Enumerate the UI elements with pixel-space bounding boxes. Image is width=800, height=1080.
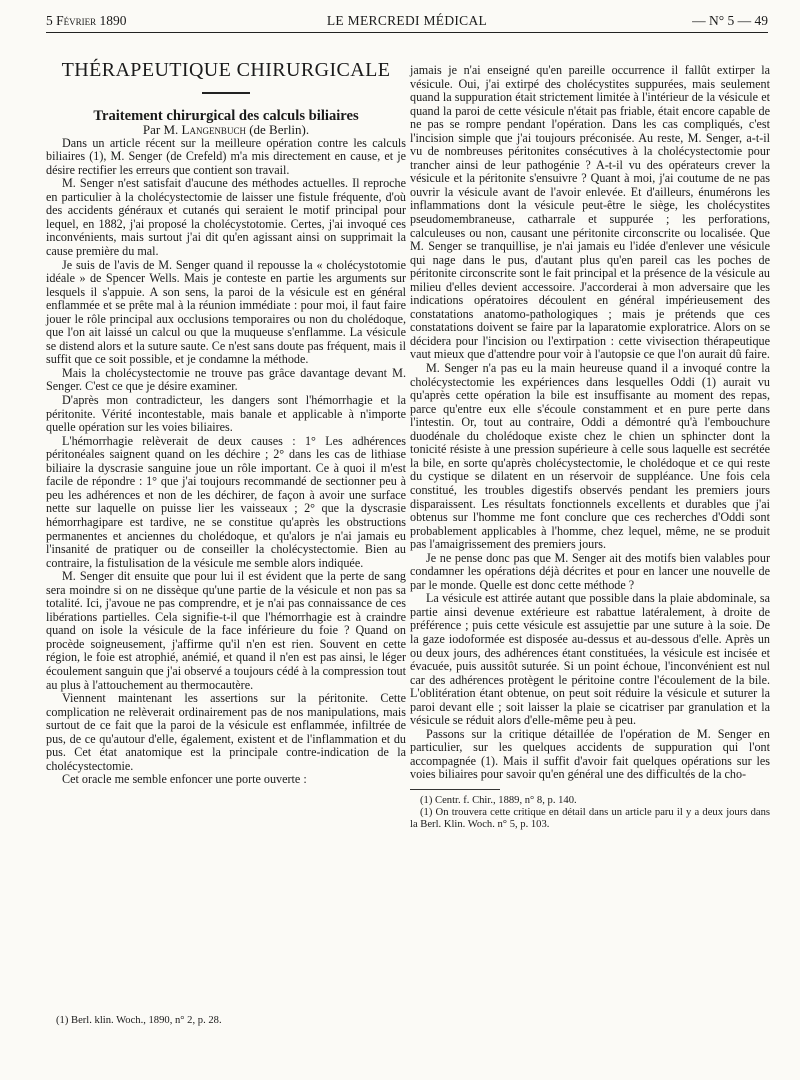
author-name: Langenbuch <box>181 122 246 138</box>
paragraph: jamais je n'ai enseigné qu'en pareille occurrence il fallût extirper la vésicule. Oui, j'ai extirpé des cholécystites suppurées, mais seulement quand la suppuration était strictement limitée à l'intérieur de la vésicule et quand la paroi de cette vésicule n'était pas friable, était encore capable de ne pas se rompre pendant l'opération. Dans les cas compliqués, c'est l'incision simple que j'ai toujours préconisée. Au reste, M. Senger, a-t-il vu de nombreuses péritonites consécutives à la cholécystectomie pour trancher ainsi de leur pathogénie ? A-t-il vu des opérateurs crever la vésicule et la péritonite s'ensuivre ? Quant à moi, j'ai coutume de ne pas ouvrir la vésicule avant de l'avoir enlevée. Et d'ailleurs, énumérons les inflammations dont la vésicule peut-être le siège, les cholécystites pseudomembraneuse, catharrale et suppurée ; les perforations, calculeuses ou non, causant une péritonite circonscrite ou localisée. Que M. Senger se tranquillise, je n'ai jamais eu l'idée d'enlever une vésicule qui nage dans le pus, d'autant plus qu'en pareil cas les poches de péritonite circonscrite sont le fait principal et la présence de la vésicule au milieu d'elles devient accessoire. J'accorderai à mon adversaire que les indications opératoires découlent en général impérieusement des constatations anatomo-pathologiques ; mais je prétends que ces constatations doivent se faire par la laparatomie exploratrice. Alors on se décidera pour l'incision ou l'extirpation : cette vivisection thérapeutique vaut mieux que d'attendre pour voir à l'autopsie ce que l'on aurait dû faire. <box>410 63 770 362</box>
section-title: THÉRAPEUTIQUE CHIRURGICALE <box>61 59 391 81</box>
paragraph: D'après mon contradicteur, les dangers sont l'hémorrhagie et la péritonite. Vérité incontestable, mais banale et applicable à n'importe quelle opération sur les voies biliaires. <box>46 393 406 435</box>
paragraph: Cet oracle me semble enfoncer une porte ouverte : <box>62 772 307 787</box>
paragraph: L'hémorrhagie relèverait de deux causes : 1° Les adhérences péritonéales saignent quand on les déchire ; 2° dans les cas de lithiase biliaire la dyscrasie sanguine joue un rôle important. Ce à quoi il m'est facile de répondre : 1° que j'ai toujours recommandé de sectionner peu à peu les adhérences et non de les déchirer, de façon à avoir une surface nette sur laquelle on puisse lier les vaisseaux ; 2° que la dyscrasie hémorrhagipare est tardive, ne se constitue qu'après les obstructions permanentes et anciennes du cholédoque, et qu'alors je n'ai jamais eu l'insanité de pratiquer ou de conseiller la cholécystectomie. Bien au contraire, la fistulisation de la vésicule me semble alors indiquée. <box>46 433 406 570</box>
issue-date: 5 Février 1890 <box>46 13 127 28</box>
byline <box>46 123 406 137</box>
left-footnotes <box>46 1004 406 1037</box>
paragraph: Passons sur la critique détaillée de l'opération de M. Senger en particulier, sur les quelques accidents de suppuration qui l'ont accompagnée (1). Mais il suffit d'avoir fait quelques opérations sur les voies biliaires pour savoir qu'en général une des difficultés de la cho- <box>410 726 770 782</box>
section-rule <box>202 92 250 94</box>
paragraph: M. Senger n'est satisfait d'aucune des méthodes actuelles. Il reproche en particulier à la cholécystectomie de laisser une fistule fréquente, d'où des accidents généraux et cutanés qui seraient le motif principal pour lequel, en 1882, j'ai proposé la cholécystotomie. Certes, j'ai invoqué ces inconvénients, mais surtout j'ai dit qu'en agissant ainsi on supprimait la cause première du mal. <box>46 176 406 259</box>
footnote: (1) Centr. f. Chir., 1889, n° 8, p. 140. <box>420 794 577 806</box>
paragraph: M. Senger n'a pas eu la main heureuse quand il a invoqué contre la cholécystectomie les expériences dans lesquelles Oddi (1) aurait vu qu'après cette opération la bile est insuffisante au moment des repas, parce qu'entre eux elle s'écoule constamment et en pure perte dans l'intestin. Or, tout au contraire, Oddi a démontré qu'à l'embouchure duodénale du cholédoque existe chez le chien un sphincter dont la tonicité résiste à une pression supérieure à celle sous laquelle est secrétée la bile, en sorte qu'après cholécystectomie, le cholédoque et ce qui reste du cystique se dilatent en un réservoir de suppléance. Une fois cela constitué, les troubles digestifs observés pendant les premiers jours disparaissent. Les résultats fonctionnels excellents et durables que j'ai obtenus sur l'homme me font conclure que ces recherches d'Oddi sont probablement applicables à l'homme, chez lequel, même, ne se produit pas l'amaigrissement des premiers jours. <box>410 361 770 552</box>
byline-prefix: Par M. <box>142 122 179 138</box>
right-column <box>410 64 770 831</box>
paragraph: Je ne pense donc pas que M. Senger ait des motifs bien valables pour condamner les opérations déjà décrites et pour en lancer une nouvelle de par le monde. Quelle est donc cette méthode ? <box>410 550 770 592</box>
paragraph: Mais la cholécystectomie ne trouve pas grâce davantage devant M. Senger. C'est ce que je désire examiner. <box>46 365 406 394</box>
footnote-rule <box>410 789 500 790</box>
footnote: (1) Berl. klin. Woch., 1890, n° 2, p. 28. <box>56 1014 222 1026</box>
paragraph: Dans un article récent sur la meilleure opération contre les calculs biliaires (1), M. Senger (de Crefeld) m'a mis directement en cause, et je désire rectifier les erreurs que contient son travail. <box>46 135 406 177</box>
paragraph: M. Senger dit ensuite que pour lui il est évident que la perte de sang sera moindre si on ne dissèque qu'une partie de la vésicule et non pas sa totalité. Ici, j'avoue ne pas comprendre, et je n'ai pas connaissance de ces libérations partielles. Cela signifie-t-il que l'hémorrhagie est à craindre quand on isole la vésicule de la face inférieure du foie ? Quand on procède soigneusement, j'affirme qu'il n'en est rien. Souvent en cette région, le foie est atrophié, anémié, et quand il n'en est pas ainsi, le léger écoulement sanguin que j'ai observé a toujours cédé à la compression tout au plus à l'attouchement au thermocautère. <box>46 569 406 692</box>
journal-name: LE MERCREDI MÉDICAL <box>326 13 488 28</box>
page-number: — N° 5 — 49 <box>692 13 768 28</box>
article-title: Traitement chirurgical des calculs biliaires <box>93 107 359 124</box>
paragraph: Je suis de l'avis de M. Senger quand il repousse la « cholécystotomie idéale » de Spencer Wells. Mais je conteste en partie les arguments sur lesquels il s'appuie. A son sens, la paroi de la vésicule est en général enflammée et se prête mal à la réunion immédiate : pour moi, il faut faire jouer le rôle principal aux occlusions temporaires ou non du cholédoque, que l'on ait laissé un calcul ou que la muqueuse s'enflamme. La vésicule se distend alors et la suture saute. Ce n'est sans doute pas fréquent, mais il suffit que ce soit possible, et je condamne la méthode. <box>46 257 406 367</box>
running-header <box>46 10 768 33</box>
left-column <box>46 59 406 787</box>
footnote: (1) On trouvera cette critique en détail dans un article paru il y a deux jours dans la Berl. Klin. Woch. n° 5, p. 103. <box>410 806 770 830</box>
right-footnotes <box>410 795 770 831</box>
paragraph: La vésicule est attirée autant que possible dans la plaie abdominale, sa partie ainsi devenue extérieure est rabattue latéralement, à droite de préférence ; puis cette vésicule est assujettie par une suture à la soie. De la gaze iodoformée est disposée au-dessus et au-dessous d'elle. Après un ou deux jours, des adhérences étant constituées, la vésicule est incisée et évacuée, puis aussitôt suturée. Si un point échoue, l'inconvénient est nul car des adhérences protègent le péritoine contre l'écoulement de la bile. L'oblitération étant obtenue, on peut soit réduire la vésicule et suturer la paroi devant elle ; soit laisser la plaie se cicatriser par granulation et la vésicule se réduit alors d'elle-même peu à peu. <box>410 591 770 728</box>
paragraph: Viennent maintenant les assertions sur la péritonite. Cette complication ne relèverait ordinairement pas de nos manipulations, mais surtout de ce fait que la paroi de la vésicule est enflammée, infiltrée de pus, de ce qu'autour d'elle, également, existent et de l'inflammation et du pus. Cet état anatomique est la principale contre-indication de la cholécystectomie. <box>46 691 406 773</box>
byline-suffix: (de Berlin). <box>249 122 310 138</box>
